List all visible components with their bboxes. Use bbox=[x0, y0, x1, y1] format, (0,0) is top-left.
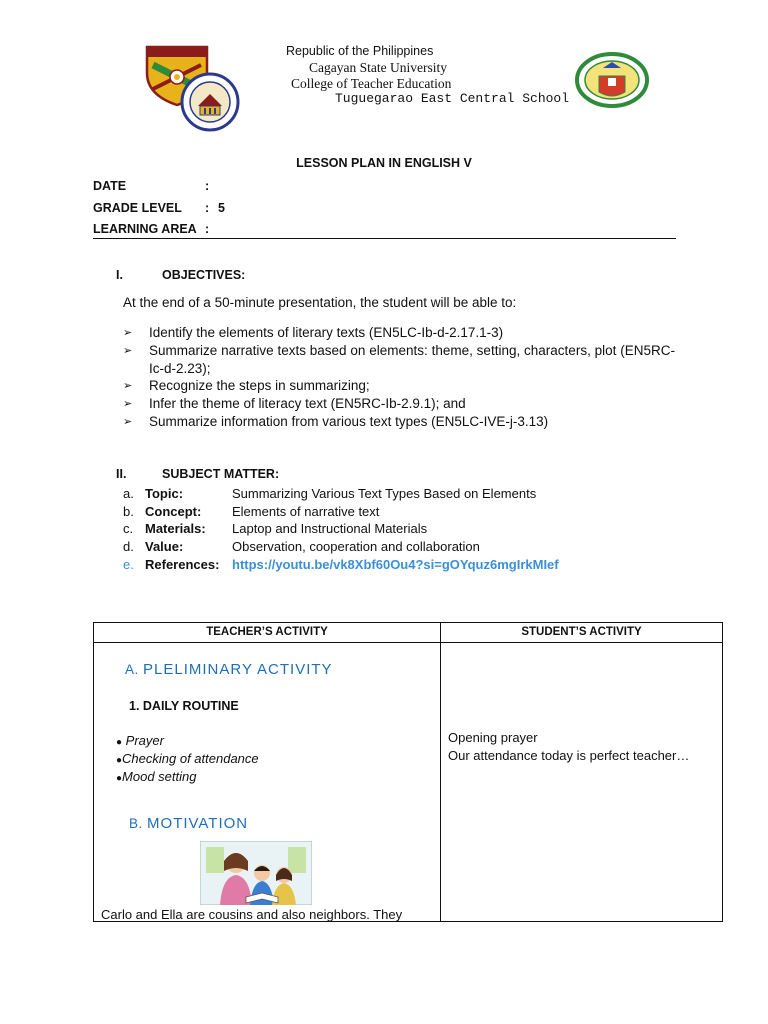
dot-bullet-icon: ● bbox=[116, 737, 123, 748]
student-response: Our attendance today is perfect teacher… bbox=[448, 748, 690, 763]
meta-date-colon: : bbox=[205, 179, 210, 193]
objectives-number: I. bbox=[116, 268, 123, 282]
routine-item bbox=[116, 751, 259, 766]
routine-item-text: Checking of attendance bbox=[122, 751, 259, 766]
header-republic: Republic of the Philippines bbox=[286, 44, 434, 58]
row-letter: e. bbox=[123, 557, 134, 572]
routine-item bbox=[116, 733, 164, 748]
routine-item-text: Mood setting bbox=[122, 769, 197, 784]
row-label: Concept: bbox=[145, 504, 202, 519]
table-header-divider bbox=[94, 642, 722, 643]
meta-divider bbox=[93, 238, 676, 239]
section-title: MOTIVATION bbox=[147, 815, 249, 832]
row-letter: d. bbox=[123, 539, 134, 554]
objective-text: Identify the elements of literary texts (EN5LC-Ib-d-2.17.1-3) bbox=[149, 325, 504, 340]
objective-text: Recognize the steps in summarizing; bbox=[149, 378, 370, 393]
arrow-bullet-icon: ➢ bbox=[123, 327, 133, 339]
family-illustration bbox=[200, 841, 312, 905]
arrow-bullet-icon: ➢ bbox=[123, 398, 133, 410]
objective-text: Summarize narrative texts based on elements: theme, setting, characters, plot (EN5RC-Ic-d-2.23); bbox=[149, 343, 675, 376]
preliminary-activity-heading bbox=[125, 661, 333, 678]
routine-item bbox=[116, 769, 196, 784]
row-letter: c. bbox=[123, 521, 134, 536]
header-university: Cagayan State University bbox=[309, 60, 447, 75]
row-value: Laptop and Instructional Materials bbox=[232, 521, 428, 536]
motivation-story-text: Carlo and Ella are cousins and also neighbors. They bbox=[101, 907, 403, 922]
objective-item bbox=[123, 413, 675, 431]
row-value: Summarizing Various Text Types Based on Elements bbox=[232, 486, 537, 501]
row-label: Topic: bbox=[145, 486, 184, 501]
meta-area-colon: : bbox=[205, 222, 210, 236]
motivation-heading bbox=[129, 815, 248, 832]
meta-grade-label: GRADE LEVEL bbox=[93, 201, 182, 215]
row-label: References: bbox=[145, 557, 220, 572]
objective-item bbox=[123, 342, 675, 378]
row-letter: b. bbox=[123, 504, 134, 519]
arrow-bullet-icon: ➢ bbox=[123, 380, 133, 392]
row-value: Elements of narrative text bbox=[232, 504, 380, 519]
daily-routine-heading: 1. DAILY ROUTINE bbox=[129, 699, 239, 713]
row-letter: a. bbox=[123, 486, 134, 501]
reference-link[interactable]: https://youtu.be/vk8Xbf60Ou4?si=gOYquz6mgIrkMIef bbox=[232, 557, 559, 572]
student-response: Opening prayer bbox=[448, 730, 538, 745]
objectives-intro: At the end of a 50-minute presentation, the student will be able to: bbox=[123, 295, 517, 310]
objective-item bbox=[123, 395, 675, 413]
row-value: Observation, cooperation and collaboration bbox=[232, 539, 480, 554]
row-label: Value: bbox=[145, 539, 184, 554]
subject-title: SUBJECT MATTER: bbox=[162, 467, 280, 481]
meta-area-label: LEARNING AREA bbox=[93, 222, 197, 236]
header-college: College of Teacher Education bbox=[291, 76, 452, 91]
dot-bullet-icon: ● bbox=[116, 773, 123, 784]
activity-table bbox=[93, 622, 723, 922]
objective-text: Summarize information from various text types (EN5LC-IVE-j-3.13) bbox=[149, 414, 549, 429]
dot-bullet-icon: ● bbox=[116, 755, 123, 766]
student-activity-header: STUDENT’S ACTIVITY bbox=[521, 626, 642, 638]
section-letter: A. bbox=[125, 662, 139, 677]
subject-number: II. bbox=[116, 467, 127, 481]
routine-item-text: Prayer bbox=[125, 733, 164, 748]
objective-item bbox=[123, 377, 675, 395]
deped-logo bbox=[575, 52, 649, 108]
objectives-title: OBJECTIVES: bbox=[162, 268, 246, 282]
row-label: Materials: bbox=[145, 521, 206, 536]
meta-grade-value: 5 bbox=[218, 201, 225, 215]
table-column-divider bbox=[440, 623, 441, 921]
arrow-bullet-icon: ➢ bbox=[123, 345, 133, 357]
section-title: PLELIMINARY ACTIVITY bbox=[143, 661, 333, 678]
header-school: Tuguegarao East Central School bbox=[335, 91, 570, 106]
section-letter: B. bbox=[129, 816, 143, 831]
objective-text: Infer the theme of literacy text (EN5RC-Ib-2.9.1); and bbox=[149, 396, 466, 411]
objective-item bbox=[123, 324, 675, 342]
page-title: LESSON PLAN IN ENGLISH V bbox=[296, 156, 472, 170]
cte-seal bbox=[180, 72, 240, 132]
meta-grade-colon: : bbox=[205, 201, 210, 215]
teacher-activity-header: TEACHER’S ACTIVITY bbox=[206, 626, 328, 638]
arrow-bullet-icon: ➢ bbox=[123, 416, 133, 428]
meta-date-label: DATE bbox=[93, 179, 127, 193]
